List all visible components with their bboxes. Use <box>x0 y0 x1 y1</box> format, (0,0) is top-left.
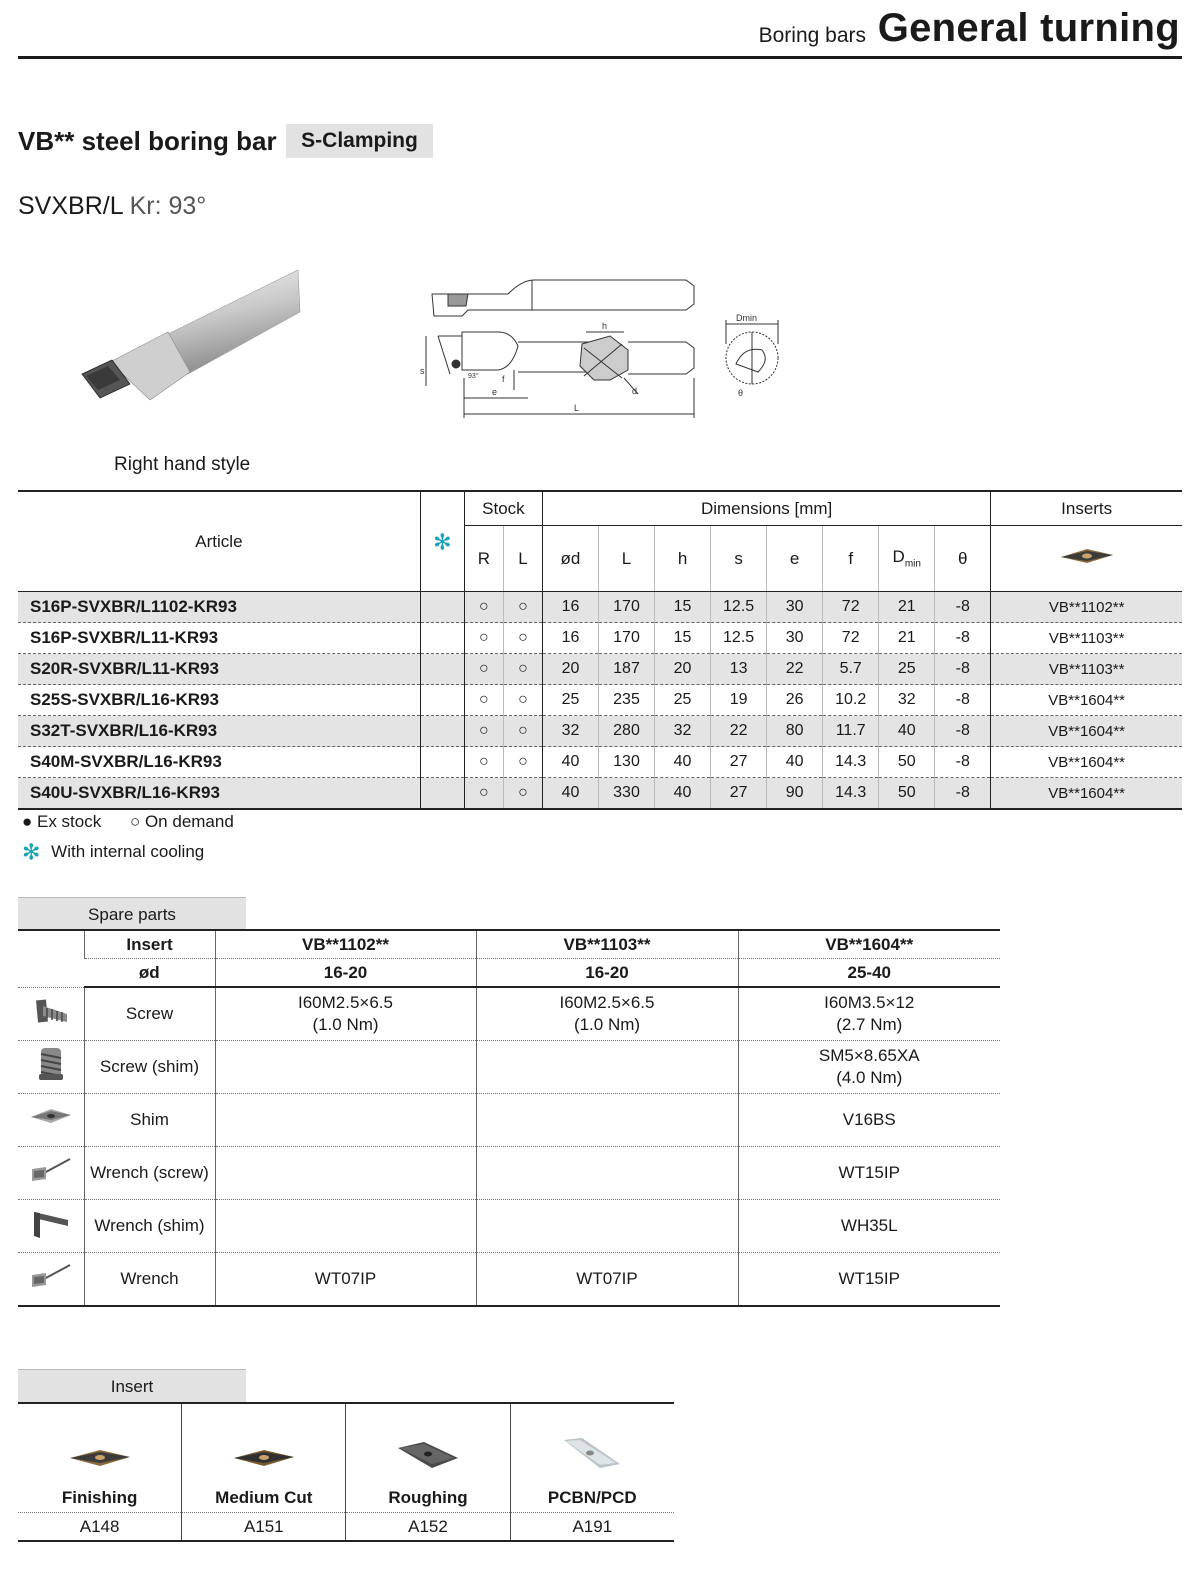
article-cell: S16P-SVXBR/L11-KR93 <box>30 628 219 647</box>
part-name: Wrench (screw) <box>84 1147 215 1200</box>
len-cell: 235 <box>598 685 654 716</box>
e-cell: 30 <box>767 592 823 623</box>
screw-icon <box>18 987 84 1041</box>
part-value <box>215 1147 476 1200</box>
table-row <box>18 1041 1000 1094</box>
r-cell: ○ <box>464 716 503 747</box>
article-cell: S25S-SVXBR/L16-KR93 <box>30 690 219 709</box>
dmin-cell: 25 <box>879 654 935 685</box>
e-cell: 80 <box>767 716 823 747</box>
table-row <box>18 685 1182 716</box>
clamping-badge: S-Clamping <box>286 124 433 158</box>
spare-parts-label: Spare parts <box>18 897 246 930</box>
h-cell: 15 <box>655 623 711 654</box>
part-value: WT15IP <box>738 1253 1000 1307</box>
r-cell: ○ <box>464 685 503 716</box>
s-cell: 12.5 <box>711 592 767 623</box>
s-cell: 27 <box>711 778 767 810</box>
dimension-drawing <box>418 274 790 424</box>
e-cell: 90 <box>767 778 823 810</box>
table-row <box>18 623 1182 654</box>
r-cell: ○ <box>464 654 503 685</box>
header-len: L <box>598 526 654 592</box>
cooling-cell <box>420 592 464 623</box>
insert-cell: VB**1604** <box>991 778 1182 810</box>
label-L: L <box>574 403 580 413</box>
insert-finishing: Finishing <box>18 1403 182 1513</box>
insert-grades-table <box>18 1402 674 1542</box>
internal-cooling-icon: ✻ <box>22 839 41 865</box>
od-cell: 20 <box>542 654 598 685</box>
spare-parts-table <box>18 929 1000 1307</box>
category-title: General turning <box>877 6 1180 50</box>
medium-cut-insert-icon <box>232 1448 296 1470</box>
spare-od-col-1: 16-20 <box>215 959 476 988</box>
s-cell: 27 <box>711 747 767 778</box>
len-cell: 170 <box>598 592 654 623</box>
part-value: I60M2.5×6.5 (1.0 Nm) <box>215 987 476 1041</box>
part-name: Wrench <box>84 1253 215 1307</box>
s-cell: 22 <box>711 716 767 747</box>
h-cell: 15 <box>655 592 711 623</box>
article-cell: S20R-SVXBR/L11-KR93 <box>18 654 420 685</box>
label-d: d <box>632 386 638 396</box>
od-cell: 40 <box>542 778 598 810</box>
header-l: L <box>503 526 542 592</box>
grade-pcbn-pcd: A191 <box>510 1513 674 1542</box>
spare-insert-col-3: VB**1604** <box>738 930 1000 959</box>
table-row <box>18 1094 1000 1147</box>
dmin-cell: 21 <box>879 592 935 623</box>
od-cell: 40 <box>542 747 598 778</box>
table-row <box>18 987 1000 1041</box>
part-name: Shim <box>84 1094 215 1147</box>
dmin-cell: 40 <box>879 716 935 747</box>
part-value: I60M3.5×12 (2.7 Nm) <box>738 987 1000 1041</box>
insert-cell: VB**1604** <box>991 716 1182 747</box>
header-stock: Stock <box>464 491 542 526</box>
f-cell: 72 <box>823 623 879 654</box>
table-row <box>18 1147 1000 1200</box>
shim-screw-icon <box>18 1041 84 1094</box>
od-cell: 16 <box>542 592 598 623</box>
table-row <box>18 1200 1000 1253</box>
boring-bar-image <box>70 262 310 422</box>
s-cell: 12.5 <box>711 623 767 654</box>
internal-cooling-icon: ✻ <box>433 529 452 555</box>
cooling-cell <box>420 778 464 810</box>
part-value <box>476 1041 738 1094</box>
spare-od-col-3: 25-40 <box>738 959 1000 988</box>
part-value <box>215 1200 476 1253</box>
label-theta: θ <box>738 388 744 398</box>
part-value: WT07IP <box>476 1253 738 1307</box>
r-cell: ○ <box>464 747 503 778</box>
ex-stock-legend: ● Ex stock <box>22 812 102 831</box>
insert-cell: VB**1103** <box>991 623 1182 654</box>
model-line <box>18 192 206 221</box>
grade-medium-cut: A151 <box>182 1513 346 1542</box>
on-demand-legend: ○ On demand <box>129 812 234 831</box>
theta-cell: -8 <box>935 623 991 654</box>
header-dimensions: Dimensions [mm] <box>542 491 990 526</box>
od-cell: 32 <box>542 716 598 747</box>
part-value <box>215 1041 476 1094</box>
len-cell: 280 <box>598 716 654 747</box>
label-h: h <box>602 321 608 331</box>
insert-roughing: Roughing <box>346 1403 510 1513</box>
spare-insert-col-1: VB**1102** <box>215 930 476 959</box>
insert-cell: VB**1103** <box>991 654 1182 685</box>
l-cell: ○ <box>503 592 542 623</box>
l-cell: ○ <box>503 778 542 810</box>
table-row <box>18 592 1182 623</box>
cooling-cell <box>420 685 464 716</box>
torx-wrench-icon <box>18 1253 84 1307</box>
theta-cell: -8 <box>935 654 991 685</box>
header-inserts: Inserts <box>991 491 1182 526</box>
grade-finishing: A148 <box>18 1513 182 1542</box>
h-cell: 32 <box>655 716 711 747</box>
len-cell: 130 <box>598 747 654 778</box>
spare-insert-col-2: VB**1103** <box>476 930 738 959</box>
theta-cell: -8 <box>935 778 991 810</box>
header-od: ød <box>542 526 598 592</box>
spare-od-label: ød <box>84 959 215 988</box>
header-e: e <box>767 526 823 592</box>
header-rule <box>18 56 1182 59</box>
part-name: Wrench (shim) <box>84 1200 215 1253</box>
f-cell: 14.3 <box>823 747 879 778</box>
part-value <box>476 1147 738 1200</box>
label-s: s <box>420 366 425 376</box>
od-cell: 25 <box>542 685 598 716</box>
cooling-legend-text: With internal cooling <box>51 842 205 861</box>
insert-cell: VB**1604** <box>991 747 1182 778</box>
table-row <box>18 716 1182 747</box>
e-cell: 26 <box>767 685 823 716</box>
s-cell: 19 <box>711 685 767 716</box>
spare-od-col-2: 16-20 <box>476 959 738 988</box>
dmin-cell: 50 <box>879 778 935 810</box>
header-theta: θ <box>935 526 991 592</box>
dmin-cell: 50 <box>879 747 935 778</box>
article-cell: S32T-SVXBR/L16-KR93 <box>18 716 420 747</box>
torx-wrench-icon <box>18 1147 84 1200</box>
part-name: Screw <box>84 987 215 1041</box>
theta-cell: -8 <box>935 716 991 747</box>
table-row <box>18 747 1182 778</box>
len-cell: 330 <box>598 778 654 810</box>
l-cell: ○ <box>503 654 542 685</box>
section-title: Boring bars <box>758 24 866 47</box>
grade-roughing: A152 <box>346 1513 510 1542</box>
table-row <box>18 1253 1000 1307</box>
product-title: VB** steel boring bar <box>18 126 277 156</box>
label-f: f <box>502 374 505 384</box>
insert-label: Insert <box>18 1369 246 1402</box>
part-value: WT07IP <box>215 1253 476 1307</box>
header-s: s <box>711 526 767 592</box>
l-cell: ○ <box>503 623 542 654</box>
hex-key-icon <box>18 1200 84 1253</box>
l-cell: ○ <box>503 747 542 778</box>
f-cell: 10.2 <box>823 685 879 716</box>
r-cell: ○ <box>464 623 503 654</box>
part-value: SM5×8.65XA (4.0 Nm) <box>738 1041 1000 1094</box>
spare-insert-label: Insert <box>84 930 215 959</box>
od-cell: 16 <box>542 623 598 654</box>
len-cell: 170 <box>598 623 654 654</box>
insert-medium-cut: Medium Cut <box>182 1403 346 1513</box>
dmin-cell: 21 <box>879 623 935 654</box>
part-value: V16BS <box>738 1094 1000 1147</box>
label-angle: 93° <box>468 373 479 380</box>
insert-cell: VB**1604** <box>991 685 1182 716</box>
l-cell: ○ <box>503 716 542 747</box>
h-cell: 20 <box>655 654 711 685</box>
stock-legend <box>22 812 234 832</box>
model-name: SVXBR/L <box>18 192 124 220</box>
h-cell: 40 <box>655 778 711 810</box>
article-table <box>18 490 1182 810</box>
header-article: Article <box>18 491 420 592</box>
header-cooling <box>420 491 464 592</box>
f-cell: 11.7 <box>823 716 879 747</box>
table-row <box>18 654 1182 685</box>
header-r: R <box>464 526 503 592</box>
label-dmin: Dmin <box>736 313 758 323</box>
cooling-cell <box>420 747 464 778</box>
cooling-cell <box>420 716 464 747</box>
part-name: Screw (shim) <box>84 1041 215 1094</box>
insert-icon <box>1059 545 1115 567</box>
e-cell: 40 <box>767 747 823 778</box>
article-cell: S16P-SVXBR/L1102-KR93 <box>18 592 420 623</box>
h-cell: 25 <box>655 685 711 716</box>
insert-pcbn-pcd: PCBN/PCD <box>510 1403 674 1513</box>
theta-cell: -8 <box>935 747 991 778</box>
header-insert-image <box>991 526 1182 592</box>
r-cell: ○ <box>464 778 503 810</box>
header-f: f <box>823 526 879 592</box>
header-h: h <box>655 526 711 592</box>
shim-icon <box>18 1094 84 1147</box>
part-value: WH35L <box>738 1200 1000 1253</box>
kr-angle: Kr: 93° <box>129 192 207 220</box>
insert-cell: VB**1102** <box>991 592 1182 623</box>
l-cell: ○ <box>503 685 542 716</box>
e-cell: 22 <box>767 654 823 685</box>
f-cell: 72 <box>823 592 879 623</box>
hand-style-label: Right hand style <box>114 454 251 475</box>
theta-cell: -8 <box>935 685 991 716</box>
f-cell: 5.7 <box>823 654 879 685</box>
s-cell: 13 <box>711 654 767 685</box>
table-row <box>18 778 1182 810</box>
dmin-cell: 32 <box>879 685 935 716</box>
e-cell: 30 <box>767 623 823 654</box>
finishing-insert-icon <box>68 1448 132 1470</box>
h-cell: 40 <box>655 747 711 778</box>
cooling-cell <box>420 654 464 685</box>
part-value <box>215 1094 476 1147</box>
theta-cell: -8 <box>935 592 991 623</box>
header-dmin: $D_{min}$ <box>879 526 935 592</box>
part-value: WT15IP <box>738 1147 1000 1200</box>
r-cell: ○ <box>464 592 503 623</box>
cooling-cell <box>420 623 464 654</box>
len-cell: 187 <box>598 654 654 685</box>
f-cell: 14.3 <box>823 778 879 810</box>
roughing-insert-icon <box>396 1440 460 1470</box>
label-e: e <box>492 387 498 397</box>
cooling-legend <box>22 839 205 865</box>
article-cell: S40U-SVXBR/L16-KR93 <box>18 778 420 810</box>
part-value: I60M2.5×6.5 (1.0 Nm) <box>476 987 738 1041</box>
pcbn-insert-icon <box>560 1436 624 1470</box>
part-value <box>476 1200 738 1253</box>
spare-icon-header <box>18 930 84 987</box>
article-cell: S40M-SVXBR/L16-KR93 <box>30 752 222 771</box>
part-value <box>476 1094 738 1147</box>
